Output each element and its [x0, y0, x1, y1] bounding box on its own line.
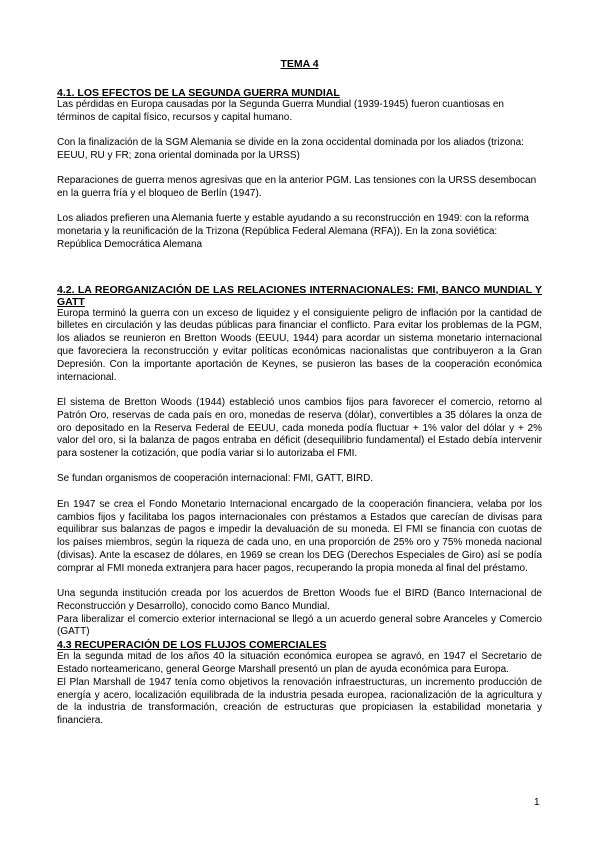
page-number: 1 — [534, 797, 540, 808]
paragraph: Para liberalizar el comercio exterior internacional se llegó a un acuerdo general sobre Aranceles y Comercio (GATT) — [57, 613, 542, 638]
section-heading-4-1: 4.1. LOS EFECTOS DE LA SEGUNDA GUERRA MUNDIAL — [57, 87, 340, 99]
paragraph: Las pérdidas en Europa causadas por la Segunda Guerra Mundial (1939-1945) fueron cuantiosas en términos de capital físico, recursos y capital humano. — [57, 99, 504, 123]
paragraph: Los aliados prefieren una Alemania fuerte y estable ayudando a su reconstrucción en 1949: con la reforma monetaria y la reunificación de la Trizona (República Federal Alemana (RFA)). En la zona soviética: República Democrática Alemana — [57, 213, 529, 250]
paragraph: Europa terminó la guerra con un exceso de liquidez y el consiguiente peligro de inflación por la cantidad de billetes en circulación y las deudas públicas para financiar el conflicto. Para evitar los problemas de la PGM, los aliados se reunieron en Bretton Woods (EEUU, 1944) para acordar un sistema monetario internacional que favoreciera la reconstrucción y evitar políticas económicas nacionalistas que contribuyeron a la Gran Depresión. Con la importante aportación de Keynes, se pusieron las bases de la cooperación económica internacional. — [57, 307, 542, 383]
paragraph: Una segunda institución creada por los acuerdos de Bretton Woods fue el BIRD (Banco Internacional de Reconstrucción y Desarrollo), conocido como Banco Mundial. — [57, 588, 542, 612]
paragraph: El Plan Marshall de 1947 tenía como objetivos la renovación infraestructuras, un incremento producción de energía y acero, localización equilibrada de la industria pesada europea, racionalización de la agricultura y de la industria de transformación, creación de estructuras que propiciasen la estabilidad monetaria y financiera. — [57, 676, 542, 727]
section-heading-4-3: 4.3 RECUPERACIÓN DE LOS FLUJOS COMERCIALES — [57, 639, 327, 652]
section-heading-4-2: 4.2. LA REORGANIZACIÓN DE LAS RELACIONES INTERNACIONALES: FMI, BANCO MUNDIAL Y GATT — [57, 283, 542, 308]
paragraph: El sistema de Bretton Woods (1944) estableció unos cambios fijos para favorecer el comercio, retorno al Patrón Oro, reservas de cada país en oro, monedas de reserva (dólar), convertibles a 35 dólares la onza de oro depositado en la Reserva Federal de EEUU, cada moneda podía fluctuar + 1% valor del dólar y + 2% valor del oro, si la balanza de pagos entraba en déficit (desequilibrio fundamental) el Estado debía intervenir para sostener la cotización, que podía variar si lo autorizaba el FMI. — [57, 396, 542, 460]
paragraph: En 1947 se crea el Fondo Monetario Internacional encargado de la cooperación financiera, velaba por los cambios fijos y facilitaba los pagos internacionales con préstamos a Estados que carecían de divisas para equilibrar sus balanzas de pagos e impedir la devaluación de su moneda. El FMI se financia con cuotas de los países miembros, según la riqueza de cada uno, en una proporción de 25% oro y 75% moneda nacional (divisas). Ante la escasez de dólares, en 1969 se crean los DEG (Derechos Especiales de Giro) así se podía comprar al FMI moneda extranjera para hacer pagos, recuperando la propia moneda al final del préstamo. — [57, 498, 542, 574]
document-page — [57, 58, 542, 728]
paragraph: Se fundan organismos de cooperación internacional: FMI, GATT, BIRD. — [57, 473, 374, 485]
paragraph: En la segunda mitad de los años 40 la situación económica europea se agravó, en 1947 el Secretario de Estado norteamericano, general George Marshall presentó un plan de ayuda económica para Europa. — [57, 651, 542, 675]
paragraph: Reparaciones de guerra menos agresivas que en la anterior PGM. Las tensiones con la URSS desembocan en la guerra fría y el bloqueo de Berlín (1947). — [57, 175, 537, 199]
paragraph: Con la finalización de la SGM Alemania se divide en la zona occidental dominada por los aliados (trizona: EEUU, RU y FR; zona oriental dominada por la URSS) — [57, 137, 524, 161]
document-title: TEMA 4 — [280, 58, 319, 70]
